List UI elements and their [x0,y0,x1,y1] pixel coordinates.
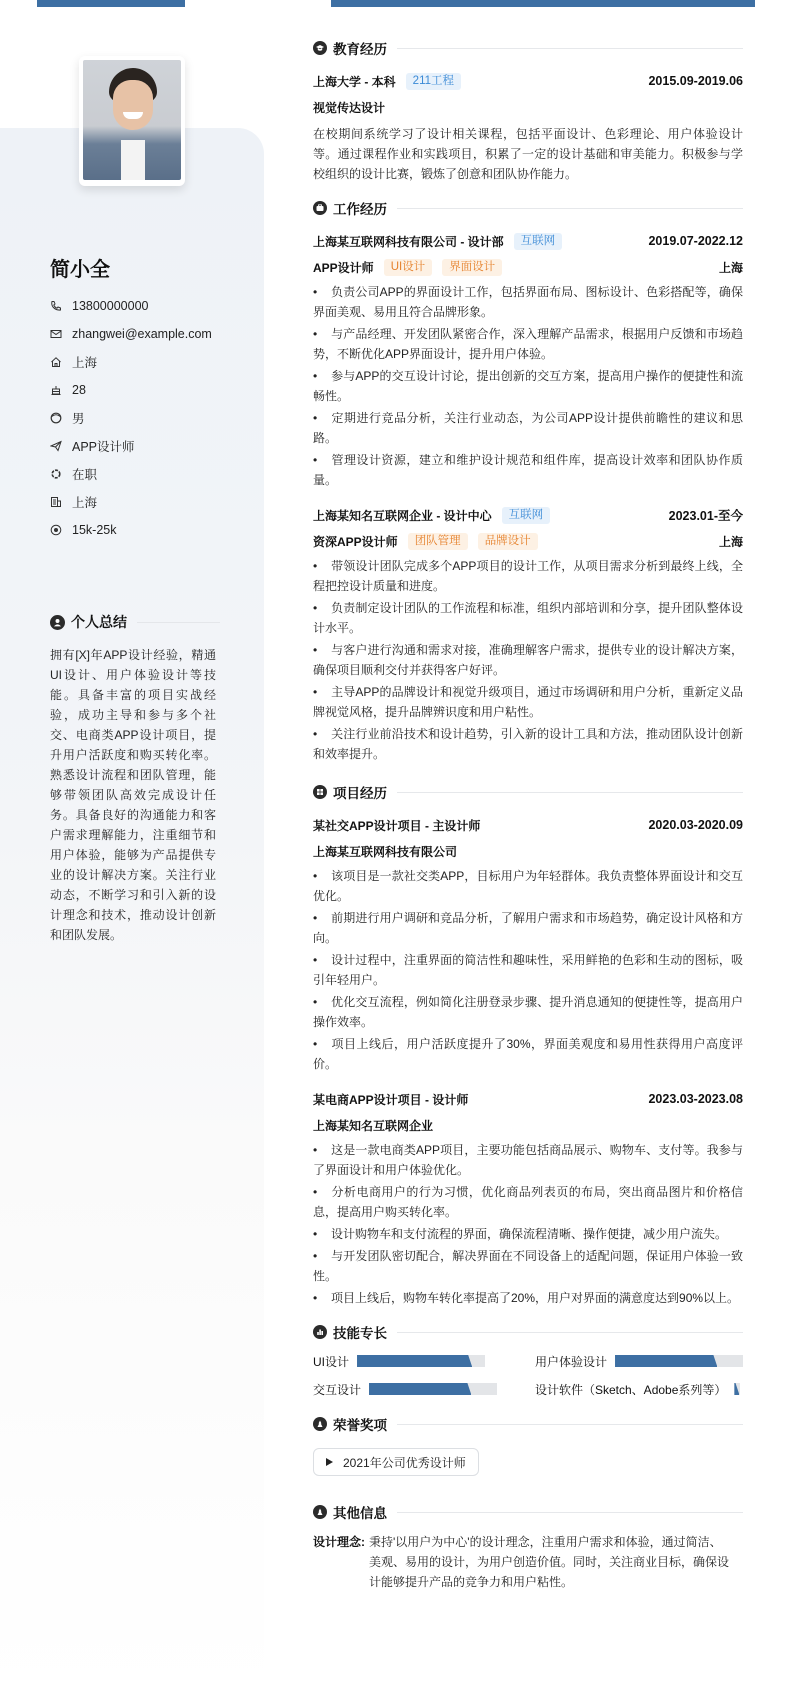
section-title: 荣誉奖项 [333,1418,387,1433]
work-date: 2019.07-2022.12 [648,234,743,248]
info-salary: 15k-25k [50,516,212,544]
project-bullets [313,866,743,1074]
company-name: 上海某互联网科技有限公司 - 设计部 [313,234,504,249]
info-position: APP设计师 [50,432,212,460]
skill-item [535,1380,743,1398]
work-location: 上海 [718,534,743,549]
skill-label: 交互设计 [313,1382,362,1397]
bullet-item: • 设计购物车和支付流程的界面，确保流程清晰、操作便捷，减少用户流失。 [313,1224,743,1244]
divider [397,1332,743,1333]
briefcase-icon [313,201,327,215]
project-entry [313,812,743,1074]
education-date: 2015.09-2019.06 [648,74,743,88]
skill-bar-fill [734,1383,739,1395]
profile-photo-frame [79,56,185,186]
skill-tag: 品牌设计 [478,533,538,550]
bullet-item: • 设计过程中，注重界面的简洁性和趣味性，采用鲜艳的色彩和生动的图标，吸引年轻用户。 [313,950,743,990]
education-entry [313,68,743,184]
other-info-row [313,1532,743,1592]
cake-icon [50,384,62,396]
salary-icon [50,524,62,536]
top-accent-bar-right [331,0,755,7]
skill-bar-track [369,1383,497,1395]
industry-tag: 互联网 [514,233,563,250]
other-info-label: 设计理念: [313,1535,365,1549]
skill-label: UI设计 [313,1354,350,1369]
bullet-item: • 与产品经理、开发团队紧密合作，深入理解产品需求，根据用户反馈和市场趋势，不断优化APP界面设计，提升用户体验。 [313,324,743,364]
work-location: 上海 [718,260,743,275]
bullet-item: • 分析电商用户的行为习惯，优化商品列表页的布局，突出商品图片和价格信息，提高用户购买转化率。 [313,1182,743,1222]
bullet-item: • 该项目是一款社交类APP，目标用户为年轻群体。我负责整体界面设计和交互优化。 [313,866,743,906]
top-accent-bar-left [37,0,185,7]
skill-tag: 团队管理 [408,533,468,550]
company-name: 上海某知名互联网企业 - 设计中心 [313,508,492,523]
bullet-item: • 参与APP的交互设计讨论，提出创新的交互方案，提高用户操作的便捷性和流畅性。 [313,366,743,406]
info-icon [313,1505,327,1519]
skill-label: 设计软件（Sketch、Adobe系列等） [535,1382,727,1397]
other-info-value: 秉持'以用户为中心'的设计理念，注重用户需求和体验，通过简洁、美观、易用的设计，为用户创造价值。同时，关注商业目标，确保设计能够提升产品的竞争力和用户粘性。 [369,1535,730,1589]
divider [397,1512,743,1513]
status-icon [50,468,62,480]
graduation-cap-icon [313,41,327,55]
bullet-item: • 项目上线后，购物车转化率提高了20%，用户对界面的满意度达到90%以上。 [313,1288,743,1308]
work-bullets [313,556,743,764]
section-projects [313,780,743,1308]
profile-info-list [50,292,212,544]
section-other [313,1500,743,1592]
work-date: 2023.01-至今 [668,509,743,523]
section-header [313,780,743,804]
grid-icon [313,785,327,799]
trophy-icon [313,1417,327,1431]
info-email: zhangwei@example.com [50,320,212,348]
phone-icon [50,300,62,312]
info-phone: 13800000000 [50,292,212,320]
industry-tag: 互联网 [502,507,551,524]
skill-bar-fill [357,1355,472,1367]
skill-bar-track [615,1355,743,1367]
divider [397,48,743,49]
skill-label: 用户体验设计 [535,1354,608,1369]
project-company: 上海某知名互联网企业 [313,1118,434,1133]
education-desc: 在校期间系统学习了设计相关课程，包括平面设计、色彩理论、用户体验设计等。通过课程作业和实践项目，积累了一定的设计基础和审美能力。积极参与学校组织的设计比赛，锻炼了创意和团队协作能力。 [313,127,743,181]
bullet-item: • 优化交互流程，例如简化注册登录步骤、提升消息通知的便捷性等，提高用户操作效率。 [313,992,743,1032]
skill-item [535,1352,743,1370]
skill-bar-track [357,1355,485,1367]
section-title: 工作经历 [333,202,387,217]
section-header [313,1412,743,1436]
project-name: 某社交APP设计项目 - 主设计师 [313,818,481,833]
building-icon [50,496,62,508]
project-name: 某电商APP设计项目 - 设计师 [313,1092,469,1107]
gender-icon [50,412,62,424]
divider [397,208,743,209]
bullet-item: • 负责制定设计团队的工作流程和标准，组织内部培训和分享，提升团队整体设计水平。 [313,598,743,638]
bullet-item: • 这是一款电商类APP项目，主要功能包括商品展示、购物车、支付等。我参与了界面设计和用户体验优化。 [313,1140,743,1180]
project-company: 上海某互联网科技有限公司 [313,844,458,859]
section-header [313,196,743,220]
info-city: 上海 [50,488,212,516]
bullet-item: • 与客户进行沟通和需求对接，准确理解客户需求，提供专业的设计解决方案，确保项目顺利交付并获得客户好评。 [313,640,743,680]
summary-header [50,612,220,632]
project-bullets [313,1140,743,1308]
skill-tag: UI设计 [384,259,433,276]
project-entry [313,1086,743,1308]
award-item[interactable] [313,1448,479,1476]
job-role: 资深APP设计师 [313,534,398,549]
work-bullets [313,282,743,490]
info-status: 在职 [50,460,212,488]
skill-tag: 界面设计 [442,259,502,276]
info-gender: 男 [50,404,212,432]
bullet-item: • 主导APP的品牌设计和视觉升级项目，通过市场调研和用户分析，重新定义品牌视觉风格，提升品牌辨识度和用户粘性。 [313,682,743,722]
school-name: 上海大学 - 本科 [313,74,396,89]
section-awards [313,1412,743,1490]
bullet-item: • 管理设计资源，建立和维护设计规范和组件库，提高设计效率和团队协作质量。 [313,450,743,490]
summary-text: 拥有[X]年APP设计经验，精通UI设计、用户体验设计等技能。具备丰富的项目实战经验，成功主导和参与多个社交、电商类APP设计项目，提升用户活跃度和购买转化率。熟悉设计流程和团队管理，能够带领团队高效完成设计任务。具备良好的沟通能力和客户需求理解能力，注重细节和用户体验，能够为产品提供专业的设计解决方案。关注行业动态，不断学习和引入新的设计理念和技术，推动设计创新和团队发展。 [50,648,216,942]
award-label: 2021年公司优秀设计师 [343,1455,466,1470]
bullet-item: • 负责公司APP的界面设计工作，包括界面布局、图标设计、色彩搭配等，确保界面美观、易用且符合品牌形象。 [313,282,743,322]
major: 视觉传达设计 [313,100,386,115]
section-title: 技能专长 [333,1326,387,1341]
bullet-item: • 项目上线后，用户活跃度提升了30%，界面美观度和易用性获得用户高度评价。 [313,1034,743,1074]
school-tag: 211工程 [406,73,461,90]
profile-photo [83,60,181,180]
section-header [313,36,743,60]
info-location: 上海 [50,348,212,376]
profile-name: 简小全 [50,259,110,281]
main-content [313,36,743,1602]
divider [397,1424,743,1425]
user-icon [50,615,65,630]
skills-grid [313,1352,743,1398]
play-triangle-icon [326,1458,333,1466]
section-header [313,1500,743,1524]
bullet-item: • 关注行业前沿技术和设计趋势，引入新的设计工具和方法，推动团队设计创新和效率提升。 [313,724,743,764]
work-entry [313,502,743,764]
summary-title: 个人总结 [71,614,127,630]
skill-bar-fill [615,1355,717,1367]
section-header [313,1320,743,1344]
skill-item [313,1352,535,1370]
section-skills [313,1320,743,1398]
skill-bar-track [734,1383,740,1395]
info-age: 28 [50,376,212,404]
section-education [313,36,743,184]
bar-chart-icon [313,1325,327,1339]
section-title: 其他信息 [333,1506,387,1521]
bullet-item: • 与开发团队密切配合，解决界面在不同设备上的适配问题，保证用户体验一致性。 [313,1246,743,1286]
bullet-item: • 前期进行用户调研和竞品分析，了解用户需求和市场趋势，确定设计风格和方向。 [313,908,743,948]
project-date: 2020.03-2020.09 [648,818,743,832]
work-entry [313,228,743,490]
divider [397,792,743,793]
section-title: 教育经历 [333,42,387,57]
send-icon [50,440,62,452]
section-title: 项目经历 [333,786,387,801]
project-date: 2023.03-2023.08 [648,1092,743,1106]
skill-bar-fill [369,1383,471,1395]
skill-item [313,1380,535,1398]
mail-icon [50,328,62,340]
job-role: APP设计师 [313,260,374,275]
divider [137,622,220,623]
bullet-item: • 定期进行竞品分析，关注行业动态，为公司APP设计提供前瞻性的建议和思路。 [313,408,743,448]
section-work [313,196,743,764]
home-icon [50,356,62,368]
bullet-item: • 带领设计团队完成多个APP项目的设计工作，从项目需求分析到最终上线，全程把控设计质量和进度。 [313,556,743,596]
